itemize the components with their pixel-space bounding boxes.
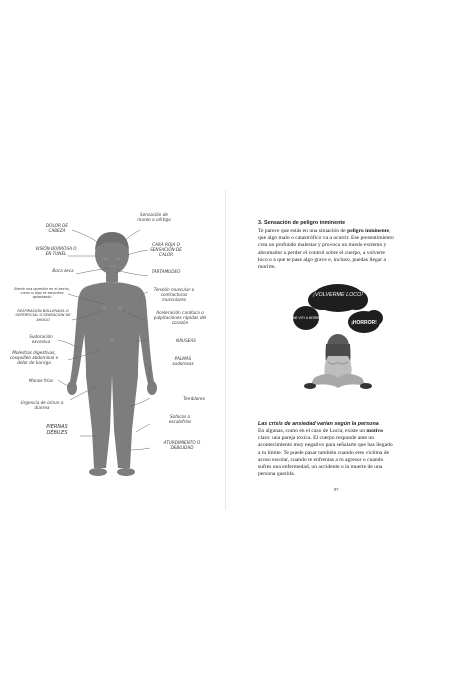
symptom-label-tremors: Temblores [183, 396, 205, 401]
symptom-label-digestive: Molestias digestivas, cosquilleo abdominal o dolor de barriga [9, 350, 59, 365]
thought-text-crazy: ¡VOLVERME LOCO! [313, 292, 363, 298]
symptom-label-dry-mouth: Boca seca [52, 268, 74, 273]
symptom-label-red-face: CARA ROJA O SENSACIÓN DE CALOR [150, 242, 182, 257]
symptom-label-dizzy-weak: ATURDIMIENTO O DEBILIDAD [163, 440, 201, 450]
paragraph-crisis-varies: En algunas, como en el caso de Lucía, existe un motivo claro: una pareja tóxica. El cuerpo responde ante un acontecimiento muy negativo para señalarte que has llegado a tu límite. Te puede pasar también cuando eres víctima de acoso escolar, cuando te enfrentas a tu agresor o cuando sufres una enfermedad, un accidente o la muerte de una persona querida. [258, 428, 393, 478]
symptom-label-nausea: NÁUSEAS [176, 338, 196, 343]
symptom-label-dizziness: Sensación de mareo o vértigo [137, 212, 171, 222]
symptom-label-sweating: Sudoración excesiva [29, 334, 53, 344]
section-title: 3. Sensación de peligro inminente [258, 220, 346, 226]
symptom-label-weak-legs: PIERNAS DÉBILES [46, 424, 68, 436]
subsection-title: Las crisis de ansiedad varían según la persona [258, 421, 379, 427]
page-gutter [225, 190, 226, 510]
symptom-label-cold-hands: Manos frías [28, 378, 53, 383]
symptom-label-blurred-vision: VISIÓN BORROSA O EN TÚNEL [35, 246, 77, 256]
thought-text-die: ¿ME VOY A MORIR? [290, 316, 322, 320]
symptom-label-urgency: Urgencia de orinar o diarrea [20, 400, 64, 410]
page-number: 97 [334, 487, 339, 492]
symptom-label-chest-pressure: Siente una opresión en el pecho, como si algo te estuviera aplastando [14, 287, 70, 300]
symptom-label-chills: Sofocos o escalofríos [168, 414, 192, 424]
anxiety-illustration [288, 282, 388, 400]
paragraph-imminent-danger: Te parece que estás en una situación de peligro inminente, que algo malo o catastrófico va a ocurrir. Ese presentimiento crea un profundo malestar y provoca un miedo extremo y abrumador a perder el control sobre el cuerpo, a volverte loco o a que te pase algo grave e, incluso, puedas llegar a morirte. [258, 228, 394, 271]
thought-text-horror: ¡HORROR! [351, 320, 377, 326]
symptom-label-heart-rate: Aceleración cardíaca o palpitaciones rápidas del corazón [153, 310, 207, 325]
symptom-label-headache: DOLOR DE CABEZA [45, 223, 69, 233]
symptom-label-stutter: TARTAMUDEO [151, 269, 181, 274]
symptom-label-breathing: RESPIRACIÓN BOLLERADA O SUPERFICIAL O SENSACIÓN DE AHOGO [15, 309, 71, 322]
symptom-label-sweaty-palms: PALMAS sudorosas [172, 356, 194, 366]
symptom-label-muscle-tension: Tensión muscular o contracturas musculares [153, 287, 195, 302]
